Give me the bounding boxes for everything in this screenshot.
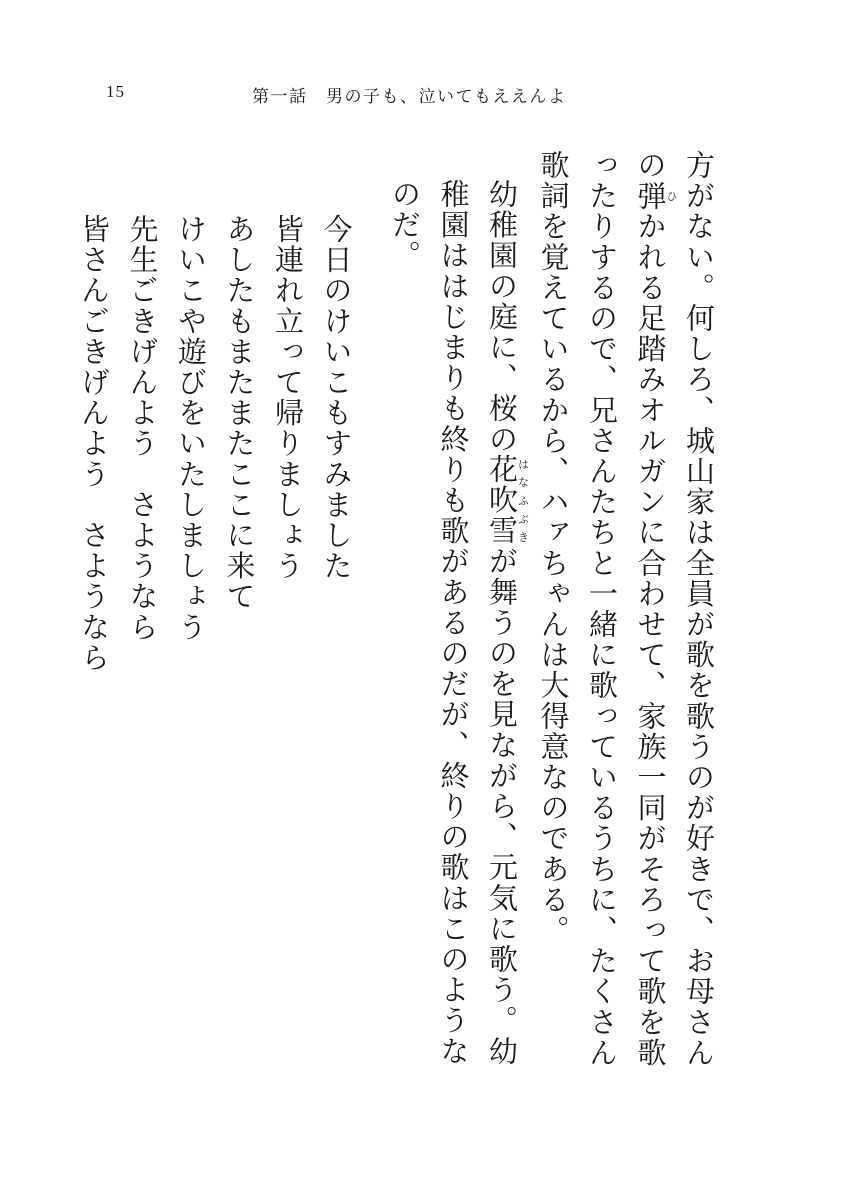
song-lyrics <box>70 150 361 1090</box>
song-line: 皆さんごきげんよう さようなら <box>77 213 111 673</box>
ruby-hanafubuki <box>485 454 530 547</box>
ruby-base-hiku: 弾 <box>633 180 668 212</box>
paragraph-2 <box>381 150 530 1090</box>
paragraph-2-text-b: が舞うのを見ながら、元気に歌う。幼稚園ははじまりも終りも歌があるのだが、終りの歌はこのようなのだ。 <box>388 179 519 1067</box>
ruby-hiku <box>633 180 678 212</box>
song-line: 皆連れ立って帰りましょう <box>271 213 305 581</box>
ruby-base-hanafubuki: 花吹雪 <box>485 454 519 547</box>
paragraph-1 <box>529 150 723 1090</box>
ruby-reading-hanafubuki: はなふぶき <box>516 454 530 547</box>
page-number: 15 <box>106 82 125 101</box>
paragraph-2-text-a: 幼稚園の庭に、桜の <box>485 179 519 455</box>
song-line: 先生ごきげんよう さようなら <box>125 213 160 643</box>
vertical-text-body <box>77 150 723 1090</box>
song-line: けいこや遊びをいたしましょう <box>174 213 208 643</box>
song-line: あしたもまたまたここに来て <box>222 213 257 612</box>
paragraph-1-text-a: 方がない。何しろ、城山家は全員が歌を歌うのが好きで、お母さんの <box>633 150 716 1068</box>
ruby-reading-hiku: ひ <box>665 180 678 212</box>
song-line: 今日のけいこもすみました <box>319 213 354 581</box>
running-head: 第一話 男の子も、泣いてもええんよ <box>252 87 567 107</box>
paragraph-1-text-b: かれる足踏みオルガンに合わせて、家族一同がそろって歌を歌ったりするので、兄さんたちと一緒に歌っているうちに、たくさん歌詞を覚えているから、ハァちゃんは大得意なのである。 <box>536 150 668 1069</box>
